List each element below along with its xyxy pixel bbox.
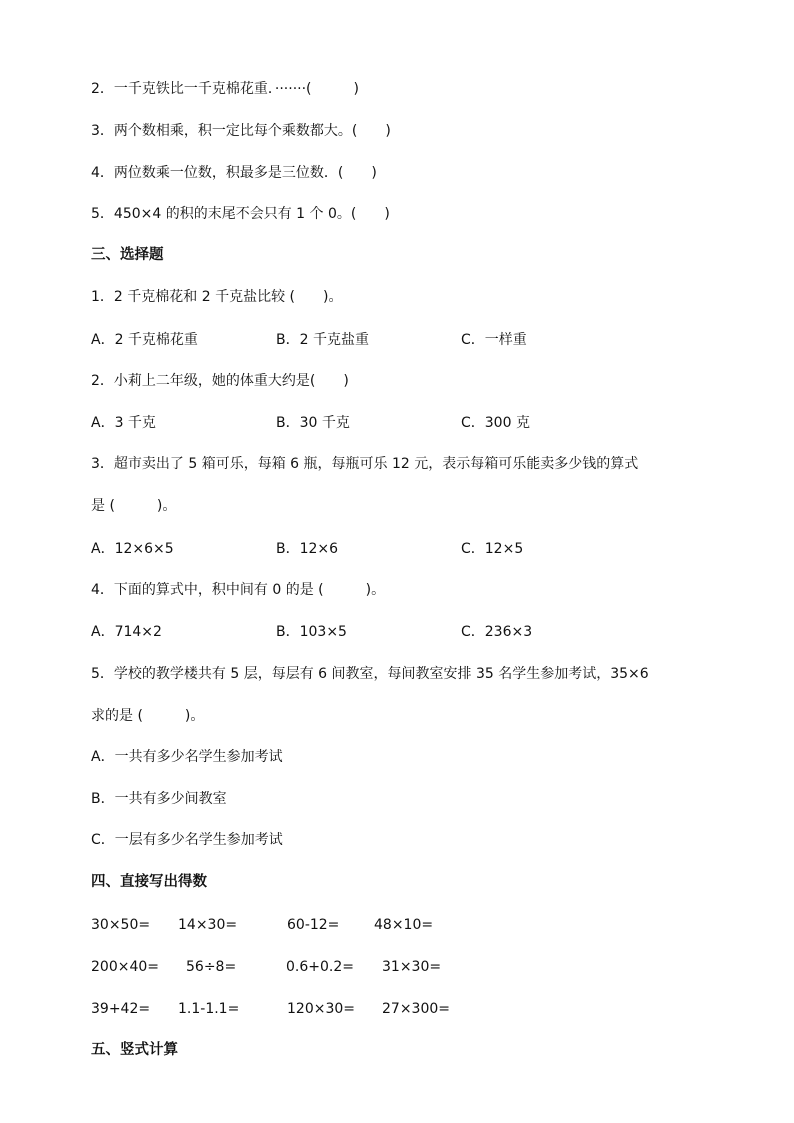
choice-5-option-c: C．一层有多少名学生参加考试: [91, 832, 283, 848]
calc-item: 31×30=: [382, 959, 442, 975]
section-heading-vertical-calc: 五、竖式计算: [91, 1042, 178, 1058]
calc-item: 1.1-1.1=: [178, 1001, 240, 1017]
choice-3-option-c: C．12×5: [461, 541, 524, 557]
choice-question-2: 2．小莉上二年级，她的体重大约是( ): [91, 373, 349, 389]
calc-item: 0.6+0.2=: [286, 959, 354, 975]
choice-5-option-a: A．一共有多少名学生参加考试: [91, 749, 283, 765]
calc-item: 60-12=: [287, 917, 340, 933]
choice-4-option-c: C．236×3: [461, 624, 533, 640]
choice-4-option-b: B．103×5: [276, 624, 347, 640]
choice-2-option-a: A．3 千克: [91, 415, 156, 431]
choice-question-5-line-2: 求的是 ( )。: [91, 708, 205, 724]
choice-1-option-b: B．2 千克盐重: [276, 332, 369, 348]
choice-3-option-a: A．12×6×5: [91, 541, 174, 557]
calc-item: 120×30=: [287, 1001, 355, 1017]
choice-2-option-c: C．300 克: [461, 415, 530, 431]
choice-3-option-b: B．12×6: [276, 541, 339, 557]
calc-item: 39+42=: [91, 1001, 151, 1017]
choice-question-1: 1．2 千克棉花和 2 千克盐比较 ( )。: [91, 289, 343, 305]
choice-1-option-a: A．2 千克棉花重: [91, 332, 198, 348]
choice-question-4: 4．下面的算式中，积中间有 0 的是 ( )。: [91, 582, 386, 598]
choice-question-5-line-1: 5．学校的教学楼共有 5 层，每层有 6 间教室，每间教室安排 35 名学生参加考试，35×6: [91, 666, 649, 682]
judge-item-5: 5．450×4 的积的末尾不会只有 1 个 0。( ): [91, 206, 390, 222]
choice-2-option-b: B．30 千克: [276, 415, 350, 431]
section-heading-direct-calc: 四、直接写出得数: [91, 874, 207, 890]
calc-item: 56÷8=: [186, 959, 237, 975]
choice-question-3-line-2: 是 ( )。: [91, 498, 177, 514]
choice-question-3-line-1: 3．超市卖出了 5 箱可乐，每箱 6 瓶，每瓶可乐 12 元，表示每箱可乐能卖多少钱的算式: [91, 456, 639, 472]
calc-item: 27×300=: [382, 1001, 450, 1017]
calc-item: 48×10=: [374, 917, 434, 933]
choice-4-option-a: A．714×2: [91, 624, 162, 640]
calc-item: 200×40=: [91, 959, 159, 975]
calc-item: 14×30=: [178, 917, 238, 933]
judge-item-2: 2．一千克铁比一千克棉花重．·······( ): [91, 81, 359, 97]
choice-1-option-c: C．一样重: [461, 332, 527, 348]
judge-item-4: 4．两位数乘一位数，积最多是三位数．( ): [91, 165, 377, 181]
judge-item-3: 3．两个数相乘，积一定比每个乘数都大。( ): [91, 123, 391, 139]
section-heading-choice: 三、选择题: [91, 247, 164, 263]
calc-item: 30×50=: [91, 917, 151, 933]
choice-5-option-b: B．一共有多少间教室: [91, 791, 227, 807]
